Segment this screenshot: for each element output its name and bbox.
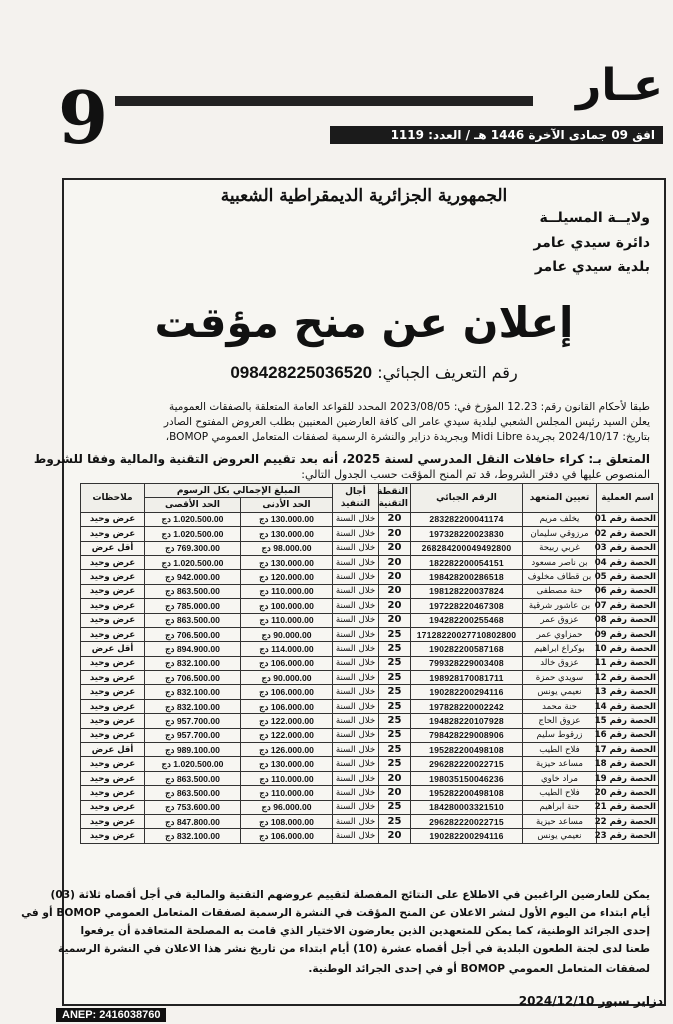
table-cell-min: 120.000.00 دج bbox=[241, 570, 333, 584]
masthead-rule bbox=[115, 96, 533, 106]
table-cell-lot: الحصة رقم 15 bbox=[597, 714, 659, 728]
table-cell-max: 863.500.00 دج bbox=[145, 771, 241, 785]
table-row bbox=[81, 743, 659, 757]
table-cell-max: 769.300.00 دج bbox=[145, 541, 241, 555]
table-row bbox=[81, 800, 659, 814]
page-number: 9 bbox=[58, 75, 109, 160]
table-cell-company: نعيمي يونس bbox=[523, 685, 597, 699]
table-cell-note: عرض وحيد bbox=[81, 699, 145, 713]
table-cell-points: 20 bbox=[379, 512, 411, 526]
table-cell-max: 706.500.00 دج bbox=[145, 627, 241, 641]
table-cell-note: عرض وحيد bbox=[81, 814, 145, 828]
table-cell-note: عرض وحيد bbox=[81, 714, 145, 728]
table-cell-delay: خلال السنة bbox=[333, 699, 379, 713]
table-cell-max: 957.700.00 دج bbox=[145, 714, 241, 728]
table-cell-company: بوكراع ابراهيم bbox=[523, 642, 597, 656]
table-row bbox=[81, 671, 659, 685]
table-cell-lot: الحصة رقم 13 bbox=[597, 685, 659, 699]
footer-paragraph-line: لصفقات المتعامل العمومي BOMOP أو في إحدى الجرائد الوطنية. bbox=[308, 963, 650, 975]
table-cell-delay: خلال السنة bbox=[333, 786, 379, 800]
table-cell-note: عرض وحيد bbox=[81, 570, 145, 584]
table-cell-note: عرض وحيد bbox=[81, 671, 145, 685]
tax-id-value: 09842822503652​0 bbox=[230, 363, 373, 382]
table-cell-max: 832.100.00 دج bbox=[145, 656, 241, 670]
table-cell-company: حنة محمد bbox=[523, 699, 597, 713]
table-cell-points: 20 bbox=[379, 570, 411, 584]
table-cell-delay: خلال السنة bbox=[333, 743, 379, 757]
table-cell-delay: خلال السنة bbox=[333, 570, 379, 584]
table-row bbox=[81, 814, 659, 828]
table-row bbox=[81, 584, 659, 598]
table-cell-points: 25 bbox=[379, 671, 411, 685]
table-cell-delay: خلال السنة bbox=[333, 627, 379, 641]
table-cell-note: عرض وحيد bbox=[81, 627, 145, 641]
table-cell-delay: خلال السنة bbox=[333, 613, 379, 627]
table-row bbox=[81, 627, 659, 641]
table-cell-nif: 190282200294116 bbox=[411, 685, 523, 699]
table-cell-lot: الحصة رقم 10 bbox=[597, 642, 659, 656]
table-row bbox=[81, 685, 659, 699]
table-cell-company: بن ناصر مسعود bbox=[523, 555, 597, 569]
header-nif: الرقم الجبائي bbox=[411, 484, 523, 513]
table-cell-points: 25 bbox=[379, 728, 411, 742]
table-row bbox=[81, 829, 659, 843]
table-cell-max: 942.000.00 دج bbox=[145, 570, 241, 584]
table-cell-lot: الحصة رقم 17 bbox=[597, 743, 659, 757]
table-row bbox=[81, 613, 659, 627]
table-cell-company: نعيمي يونس bbox=[523, 829, 597, 843]
table-cell-points: 20 bbox=[379, 786, 411, 800]
table-cell-delay: خلال السنة bbox=[333, 671, 379, 685]
table-cell-nif: 296282220022715 bbox=[411, 757, 523, 771]
table-cell-nif: 197828220002242 bbox=[411, 699, 523, 713]
intro-paragraph-line: بتاريخ: 2024/10/17 بجريدة Midi Libre وبجريدة دزاير والنشرة الرسمية لصفقات المتعامل العمومي BOMOP، bbox=[165, 431, 650, 443]
table-cell-nif: 198928170081711 bbox=[411, 671, 523, 685]
table-cell-points: 25 bbox=[379, 685, 411, 699]
table-row bbox=[81, 599, 659, 613]
table-cell-min: 130.000.00 دج bbox=[241, 512, 333, 526]
table-cell-lot: الحصة رقم 11 bbox=[597, 656, 659, 670]
table-cell-note: عرض وحيد bbox=[81, 786, 145, 800]
table-row bbox=[81, 555, 659, 569]
table-cell-nif: 194828220107928 bbox=[411, 714, 523, 728]
table-cell-nif: 190282200294116 bbox=[411, 829, 523, 843]
table-cell-points: 25 bbox=[379, 642, 411, 656]
table-cell-max: 863.500.00 دج bbox=[145, 584, 241, 598]
table-cell-nif: 296282220022715 bbox=[411, 814, 523, 828]
table-cell-company: مساعد حيزية bbox=[523, 757, 597, 771]
table-cell-min: 122.000.00 دج bbox=[241, 714, 333, 728]
table-cell-note: أقل عرض bbox=[81, 541, 145, 555]
table-cell-delay: خلال السنة bbox=[333, 728, 379, 742]
table-cell-note: أقل عرض bbox=[81, 642, 145, 656]
table-row bbox=[81, 699, 659, 713]
table-cell-note: عرض وحيد bbox=[81, 527, 145, 541]
table-cell-delay: خلال السنة bbox=[333, 512, 379, 526]
table-cell-nif: 197228220467308 bbox=[411, 599, 523, 613]
table-cell-points: 20 bbox=[379, 555, 411, 569]
table-cell-delay: خلال السنة bbox=[333, 800, 379, 814]
table-cell-max: 989.100.00 دج bbox=[145, 743, 241, 757]
table-cell-nif: 799328229003408 bbox=[411, 656, 523, 670]
table-cell-lot: الحصة رقم 08 bbox=[597, 613, 659, 627]
table-cell-company: مراد خاوي bbox=[523, 771, 597, 785]
table-cell-nif: 171282200277108028​00 bbox=[411, 627, 523, 641]
table-cell-min: 126.000.00 دج bbox=[241, 743, 333, 757]
newspaper-masthead bbox=[0, 0, 673, 160]
table-cell-delay: خلال السنة bbox=[333, 771, 379, 785]
table-cell-max: 832.100.00 دج bbox=[145, 685, 241, 699]
table-cell-min: 106.000.00 دج bbox=[241, 685, 333, 699]
table-cell-min: 110.000.00 دج bbox=[241, 771, 333, 785]
table-cell-max: 1.020.500.00 دج bbox=[145, 512, 241, 526]
table-row bbox=[81, 541, 659, 555]
table-row bbox=[81, 771, 659, 785]
table-cell-company: بن عاشور شرقية bbox=[523, 599, 597, 613]
intro-paragraph-line: طبقا لأحكام القانون رقم: 12.23 المؤرخ في: 2023/08/05 المحدد للقواعد العامة المتعلقة بالصفقات العمومية bbox=[168, 401, 650, 413]
table-cell-company: يخلف مريم bbox=[523, 512, 597, 526]
subject-line: المتعلق بـ: كراء حافلات النقل المدرسي لسنة 2025، أنه بعد تقييم العروض التقنية والمالية وفقا للشروط bbox=[33, 452, 650, 466]
table-cell-max: 863.500.00 دج bbox=[145, 613, 241, 627]
table-cell-min: 106.000.00 دج bbox=[241, 656, 333, 670]
table-cell-max: 1.020.500.00 دج bbox=[145, 757, 241, 771]
table-cell-points: 20 bbox=[379, 584, 411, 598]
table-cell-delay: خلال السنة bbox=[333, 685, 379, 699]
table-cell-delay: خلال السنة bbox=[333, 541, 379, 555]
table-cell-min: 106.000.00 دج bbox=[241, 829, 333, 843]
table-cell-points: 25 bbox=[379, 699, 411, 713]
table-cell-max: 1.020.500.00 دج bbox=[145, 555, 241, 569]
table-row bbox=[81, 642, 659, 656]
table-cell-points: 25 bbox=[379, 627, 411, 641]
wilaya-line: ولايــة المسيلــة bbox=[539, 210, 650, 226]
table-cell-max: 753.600.00 دج bbox=[145, 800, 241, 814]
table-cell-company: فلاح الطيب bbox=[523, 743, 597, 757]
table-cell-min: 130.000.00 دج bbox=[241, 527, 333, 541]
republic-heading: الجمهورية الجزائرية الديمقراطية الشعبية bbox=[220, 186, 508, 206]
table-cell-points: 25 bbox=[379, 656, 411, 670]
table-cell-lot: الحصة رقم 12 bbox=[597, 671, 659, 685]
table-cell-min: 98.000.00 دج bbox=[241, 541, 333, 555]
table-cell-company: حنة ابراهيم bbox=[523, 800, 597, 814]
table-cell-note: عرض وحيد bbox=[81, 584, 145, 598]
table-cell-company: عزوق خالد bbox=[523, 656, 597, 670]
footer-paragraph-line: طعنا لدى لجنة الطعون البلدية في أجل أقصاه عشرة (10) أيام ابتداء من تاريخ نشر هذا الاعلان في النشرة الرسمية bbox=[58, 943, 650, 955]
table-cell-delay: خلال السنة bbox=[333, 829, 379, 843]
table-cell-note: أقل عرض bbox=[81, 743, 145, 757]
table-cell-lot: الحصة رقم 23 bbox=[597, 829, 659, 843]
table-cell-min: 130.000.00 دج bbox=[241, 757, 333, 771]
table-cell-company: زرقوط سليم bbox=[523, 728, 597, 742]
table-cell-nif: 184280003321510 bbox=[411, 800, 523, 814]
notice-headline: إعلان عن منح مؤقت bbox=[154, 298, 574, 347]
footer-paragraph-line: أيام ابتداء من اليوم الأول لنشر الاعلان عن المنح المؤقت في النشرة الرسمية لصفقات المتعامل العمومي BOMOP أو في bbox=[21, 907, 650, 919]
table-cell-delay: خلال السنة bbox=[333, 656, 379, 670]
table-cell-company: عزوق الحاج bbox=[523, 714, 597, 728]
table-cell-lot: الحصة رقم 20 bbox=[597, 786, 659, 800]
table-cell-delay: خلال السنة bbox=[333, 642, 379, 656]
table-cell-note: عرض وحيد bbox=[81, 829, 145, 843]
table-cell-min: 114.000.00 دج bbox=[241, 642, 333, 656]
table-cell-points: 25 bbox=[379, 757, 411, 771]
table-cell-lot: الحصة رقم 16 bbox=[597, 728, 659, 742]
table-cell-lot: الحصة رقم 19 bbox=[597, 771, 659, 785]
table-cell-min: 110.000.00 دج bbox=[241, 584, 333, 598]
newspaper-logo: عـار bbox=[576, 60, 663, 111]
table-cell-nif: 283282200041174 bbox=[411, 512, 523, 526]
table-cell-company: حمزاوي عمر bbox=[523, 627, 597, 641]
table-cell-company: حنة مصطفى bbox=[523, 584, 597, 598]
baladia-line: بلدية سيدي عامر bbox=[534, 259, 650, 275]
table-row bbox=[81, 527, 659, 541]
table-cell-points: 25 bbox=[379, 743, 411, 757]
anep-code: ANEP: 2416038760 bbox=[56, 1008, 166, 1022]
table-cell-lot: الحصة رقم 02 bbox=[597, 527, 659, 541]
table-cell-points: 20 bbox=[379, 771, 411, 785]
table-cell-note: عرض وحيد bbox=[81, 685, 145, 699]
table-cell-lot: الحصة رقم 06 bbox=[597, 584, 659, 598]
table-cell-max: 832.100.00 دج bbox=[145, 699, 241, 713]
table-row bbox=[81, 757, 659, 771]
table-cell-max: 706.500.00 دج bbox=[145, 671, 241, 685]
table-cell-delay: خلال السنة bbox=[333, 757, 379, 771]
table-cell-note: عرض وحيد bbox=[81, 599, 145, 613]
table-cell-company: مساعد حيزية bbox=[523, 814, 597, 828]
table-cell-max: 847.800.00 دج bbox=[145, 814, 241, 828]
table-cell-company: بن قطاف مخلوف bbox=[523, 570, 597, 584]
table-cell-nif: 195282200498108 bbox=[411, 786, 523, 800]
issue-date-bar: افق 09 جمادى الآخرة 1446 هـ / العدد: 1119 bbox=[330, 126, 663, 144]
table-cell-lot: الحصة رقم 04 bbox=[597, 555, 659, 569]
table-cell-min: 90.000.00 دج bbox=[241, 627, 333, 641]
tax-id-line bbox=[184, 363, 564, 383]
footer-date: دزاير سبور 2024/12/10 bbox=[518, 994, 663, 1008]
table-cell-nif: 198128220037824 bbox=[411, 584, 523, 598]
header-company: تعيين المتعهد bbox=[523, 484, 597, 513]
table-cell-company: فلاح الطيب bbox=[523, 786, 597, 800]
table-cell-min: 106.000.00 دج bbox=[241, 699, 333, 713]
table-cell-points: 20 bbox=[379, 829, 411, 843]
table-cell-points: 25 bbox=[379, 714, 411, 728]
header-lot: اسم العملية bbox=[597, 484, 659, 513]
footer-paragraph-line: يمكن للعارضين الراغبين في الاطلاع على النتائج المفصلة لتقييم عروضهم التقنية والمالية في أجل أقصاه ثلاثة (03) bbox=[50, 889, 650, 901]
header-amount-group: المبلغ الإجمالي بكل الرسوم bbox=[145, 484, 333, 498]
table-cell-points: 25 bbox=[379, 800, 411, 814]
table-cell-company: غربي ربيحة bbox=[523, 541, 597, 555]
table-cell-min: 110.000.00 دج bbox=[241, 786, 333, 800]
table-row bbox=[81, 512, 659, 526]
table-cell-lot: الحصة رقم 22 bbox=[597, 814, 659, 828]
notice-frame bbox=[21, 178, 666, 1006]
table-cell-min: 96.000.00 دج bbox=[241, 800, 333, 814]
table-cell-lot: الحصة رقم 14 bbox=[597, 699, 659, 713]
table-cell-nif: 197328220023830 bbox=[411, 527, 523, 541]
table-cell-lot: الحصة رقم 09 bbox=[597, 627, 659, 641]
table-cell-nif: 198035150046236 bbox=[411, 771, 523, 785]
table-row bbox=[81, 714, 659, 728]
table-row bbox=[81, 728, 659, 742]
table-cell-lot: الحصة رقم 03 bbox=[597, 541, 659, 555]
table-cell-note: عرض وحيد bbox=[81, 800, 145, 814]
table-cell-max: 894.900.00 دج bbox=[145, 642, 241, 656]
table-cell-max: 785.000.00 دج bbox=[145, 599, 241, 613]
table-cell-nif: 798428229008906 bbox=[411, 728, 523, 742]
table-cell-min: 108.000.00 دج bbox=[241, 814, 333, 828]
table-row bbox=[81, 570, 659, 584]
table-cell-company: مرزوقي سليمان bbox=[523, 527, 597, 541]
table-cell-delay: خلال السنة bbox=[333, 714, 379, 728]
intro-paragraph-line: يعلن السيد رئيس المجلس الشعبي لبلدية سيدي عامر الى كافة العارضين المعنيين بطلب العروض المفتوح الصادر bbox=[163, 416, 650, 428]
table-cell-note: عرض وحيد bbox=[81, 757, 145, 771]
table-row bbox=[81, 656, 659, 670]
table-cell-min: 122.000.00 دج bbox=[241, 728, 333, 742]
table-cell-lot: الحصة رقم 05 bbox=[597, 570, 659, 584]
table-cell-note: عرض وحيد bbox=[81, 613, 145, 627]
table-cell-min: 90.000.00 دج bbox=[241, 671, 333, 685]
table-cell-delay: خلال السنة bbox=[333, 555, 379, 569]
header-max: الحد الأقصى bbox=[145, 498, 241, 512]
table-cell-note: عرض وحيد bbox=[81, 656, 145, 670]
table-cell-min: 130.000.00 دج bbox=[241, 555, 333, 569]
tax-id-label: رقم التعريف الجبائي: bbox=[377, 363, 518, 382]
table-row bbox=[81, 786, 659, 800]
header-tech-points: النقطة التقنية bbox=[379, 484, 411, 513]
table-cell-delay: خلال السنة bbox=[333, 584, 379, 598]
table-cell-company: عزوق عمر bbox=[523, 613, 597, 627]
table-cell-note: عرض وحيد bbox=[81, 512, 145, 526]
table-cell-points: 20 bbox=[379, 541, 411, 555]
table-cell-note: عرض وحيد bbox=[81, 555, 145, 569]
table-cell-max: 863.500.00 دج bbox=[145, 786, 241, 800]
table-cell-nif: 268284200049492800 bbox=[411, 541, 523, 555]
table-cell-nif: 190282200587168 bbox=[411, 642, 523, 656]
table-cell-nif: 194282200255468 bbox=[411, 613, 523, 627]
award-table-body bbox=[81, 512, 659, 843]
table-cell-delay: خلال السنة bbox=[333, 814, 379, 828]
table-cell-delay: خلال السنة bbox=[333, 527, 379, 541]
table-cell-min: 110.000.00 دج bbox=[241, 613, 333, 627]
table-cell-lot: الحصة رقم 01 bbox=[597, 512, 659, 526]
subject-line: المنصوص عليها في دفتر الشروط، قد تم المنح المؤقت حسب الجدول التالي: bbox=[301, 468, 650, 481]
table-cell-max: 1.020.500.00 دج bbox=[145, 527, 241, 541]
header-delay: أجال التنفيذ bbox=[333, 484, 379, 513]
table-cell-lot: الحصة رقم 21 bbox=[597, 800, 659, 814]
daira-line: دائرة سيدي عامر bbox=[533, 235, 650, 251]
table-cell-nif: 198428200286518 bbox=[411, 570, 523, 584]
table-cell-points: 20 bbox=[379, 599, 411, 613]
table-cell-note: عرض وحيد bbox=[81, 771, 145, 785]
table-cell-nif: 195282200498108 bbox=[411, 743, 523, 757]
table-cell-lot: الحصة رقم 07 bbox=[597, 599, 659, 613]
table-cell-company: سويدي حمزة bbox=[523, 671, 597, 685]
award-table bbox=[80, 483, 659, 844]
table-cell-points: 20 bbox=[379, 527, 411, 541]
table-cell-lot: الحصة رقم 18 bbox=[597, 757, 659, 771]
header-min: الحد الأدنى bbox=[241, 498, 333, 512]
table-cell-note: عرض وحيد bbox=[81, 728, 145, 742]
table-cell-max: 957.700.00 دج bbox=[145, 728, 241, 742]
header-notes: ملاحظات bbox=[81, 484, 145, 513]
table-cell-nif: 182282200054151 bbox=[411, 555, 523, 569]
table-cell-max: 832.100.00 دج bbox=[145, 829, 241, 843]
table-cell-points: 25 bbox=[379, 814, 411, 828]
table-cell-delay: خلال السنة bbox=[333, 599, 379, 613]
table-cell-points: 20 bbox=[379, 613, 411, 627]
footer-paragraph-line: إحدى الجرائد الوطنية، كما يمكن للمتعهدين الذين يعارضون الاختيار الذي قامت به المصلحة المتعاقدة أن يرفعوا bbox=[80, 925, 650, 937]
table-cell-min: 100.000.00 دج bbox=[241, 599, 333, 613]
